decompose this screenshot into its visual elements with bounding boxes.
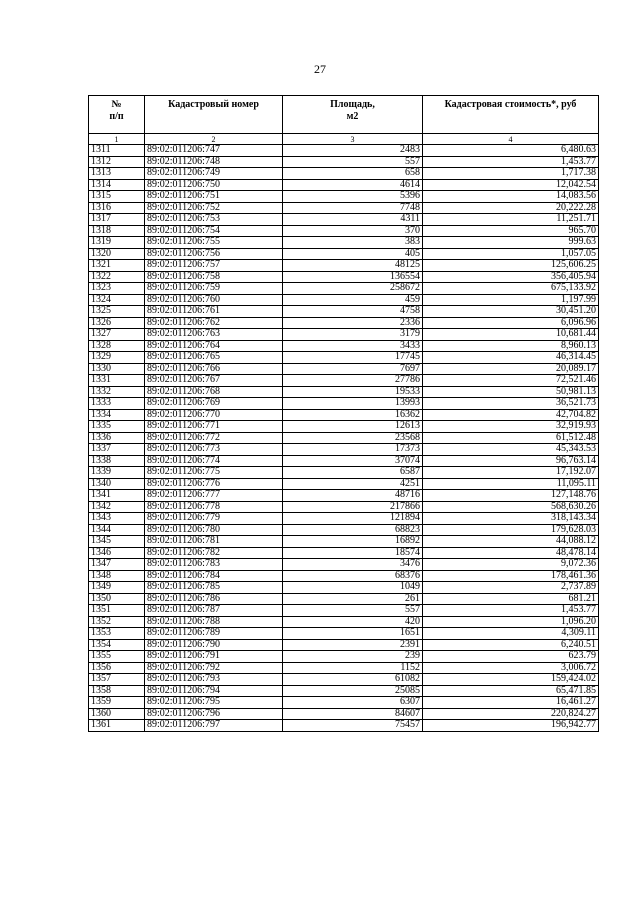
cadastral-number: 89:02:011206:780 xyxy=(145,524,283,536)
table-row xyxy=(89,651,599,663)
table-row xyxy=(89,283,599,295)
cost-value: 356,405.94 xyxy=(423,271,599,283)
row-number: 1359 xyxy=(89,697,145,709)
cost-value: 6,096.96 xyxy=(423,317,599,329)
row-number: 1341 xyxy=(89,490,145,502)
table-row xyxy=(89,306,599,318)
cadastral-number: 89:02:011206:793 xyxy=(145,674,283,686)
cadastral-number: 89:02:011206:795 xyxy=(145,697,283,709)
cadastral-number: 89:02:011206:759 xyxy=(145,283,283,295)
row-number: 1351 xyxy=(89,605,145,617)
cadastral-number: 89:02:011206:773 xyxy=(145,444,283,456)
cadastral-number: 89:02:011206:754 xyxy=(145,225,283,237)
table-row xyxy=(89,536,599,548)
table-row xyxy=(89,685,599,697)
area-value: 61082 xyxy=(283,674,423,686)
table-row xyxy=(89,145,599,157)
area-value: 18574 xyxy=(283,547,423,559)
table-row xyxy=(89,605,599,617)
cadastral-number: 89:02:011206:769 xyxy=(145,398,283,410)
table-row xyxy=(89,628,599,640)
table-row xyxy=(89,260,599,272)
area-value: 557 xyxy=(283,156,423,168)
table-row xyxy=(89,421,599,433)
cost-value: 125,606.25 xyxy=(423,260,599,272)
area-value: 2391 xyxy=(283,639,423,651)
row-number: 1319 xyxy=(89,237,145,249)
table-row xyxy=(89,616,599,628)
row-number: 1324 xyxy=(89,294,145,306)
cadastral-number: 89:02:011206:749 xyxy=(145,168,283,180)
cadastral-number: 89:02:011206:761 xyxy=(145,306,283,318)
cost-value: 17,192.07 xyxy=(423,467,599,479)
table-row xyxy=(89,467,599,479)
area-value: 16892 xyxy=(283,536,423,548)
cadastral-number: 89:02:011206:748 xyxy=(145,156,283,168)
table-row xyxy=(89,524,599,536)
row-number: 1318 xyxy=(89,225,145,237)
cost-value: 14,083.56 xyxy=(423,191,599,203)
row-number: 1320 xyxy=(89,248,145,260)
cadastral-number: 89:02:011206:783 xyxy=(145,559,283,571)
table-row xyxy=(89,409,599,421)
cost-value: 2,737.89 xyxy=(423,582,599,594)
cadastral-number: 89:02:011206:784 xyxy=(145,570,283,582)
row-number: 1347 xyxy=(89,559,145,571)
cadastral-number: 89:02:011206:779 xyxy=(145,513,283,525)
row-number: 1338 xyxy=(89,455,145,467)
table-row xyxy=(89,455,599,467)
cadastral-number: 89:02:011206:785 xyxy=(145,582,283,594)
table-row xyxy=(89,237,599,249)
area-value: 4614 xyxy=(283,179,423,191)
row-number: 1332 xyxy=(89,386,145,398)
cadastral-number: 89:02:011206:782 xyxy=(145,547,283,559)
cost-value: 1,453.77 xyxy=(423,156,599,168)
cost-value: 127,148.76 xyxy=(423,490,599,502)
row-number: 1322 xyxy=(89,271,145,283)
area-value: 12613 xyxy=(283,421,423,433)
row-number: 1328 xyxy=(89,340,145,352)
cost-value: 1,453.77 xyxy=(423,605,599,617)
column-number: 4 xyxy=(423,134,599,145)
row-number: 1342 xyxy=(89,501,145,513)
area-value: 17373 xyxy=(283,444,423,456)
row-number: 1348 xyxy=(89,570,145,582)
row-number: 1325 xyxy=(89,306,145,318)
table-body xyxy=(89,145,599,732)
column-number: 1 xyxy=(89,134,145,145)
table-row xyxy=(89,720,599,732)
cadastral-number: 89:02:011206:753 xyxy=(145,214,283,226)
area-value: 5396 xyxy=(283,191,423,203)
cadastral-number: 89:02:011206:787 xyxy=(145,605,283,617)
cadastral-number: 89:02:011206:797 xyxy=(145,720,283,732)
cost-value: 4,309.11 xyxy=(423,628,599,640)
cost-value: 12,042.54 xyxy=(423,179,599,191)
cadastral-number: 89:02:011206:788 xyxy=(145,616,283,628)
row-number: 1329 xyxy=(89,352,145,364)
area-value: 19533 xyxy=(283,386,423,398)
row-number: 1311 xyxy=(89,145,145,157)
table-row xyxy=(89,214,599,226)
cadastral-number: 89:02:011206:750 xyxy=(145,179,283,191)
area-value: 557 xyxy=(283,605,423,617)
header-area: Площадь, м2 xyxy=(283,96,423,134)
cadastral-number: 89:02:011206:770 xyxy=(145,409,283,421)
area-value: 1152 xyxy=(283,662,423,674)
area-value: 16362 xyxy=(283,409,423,421)
area-value: 48125 xyxy=(283,260,423,272)
cost-value: 3,006.72 xyxy=(423,662,599,674)
row-number: 1335 xyxy=(89,421,145,433)
cost-value: 6,240.51 xyxy=(423,639,599,651)
cost-value: 8,960.13 xyxy=(423,340,599,352)
cadastral-number: 89:02:011206:796 xyxy=(145,708,283,720)
area-value: 37074 xyxy=(283,455,423,467)
table-row xyxy=(89,547,599,559)
table-row xyxy=(89,501,599,513)
table-row xyxy=(89,662,599,674)
cost-value: 965.70 xyxy=(423,225,599,237)
cost-value: 61,512.48 xyxy=(423,432,599,444)
row-number: 1333 xyxy=(89,398,145,410)
row-number: 1356 xyxy=(89,662,145,674)
cadastral-number: 89:02:011206:755 xyxy=(145,237,283,249)
area-value: 3433 xyxy=(283,340,423,352)
table-row xyxy=(89,248,599,260)
cadastral-number: 89:02:011206:781 xyxy=(145,536,283,548)
column-number-row xyxy=(89,134,599,145)
page-number: 27 xyxy=(314,62,326,76)
cost-value: 65,471.85 xyxy=(423,685,599,697)
row-number: 1334 xyxy=(89,409,145,421)
area-value: 23568 xyxy=(283,432,423,444)
row-number: 1361 xyxy=(89,720,145,732)
cadastral-number: 89:02:011206:791 xyxy=(145,651,283,663)
cadastral-number: 89:02:011206:774 xyxy=(145,455,283,467)
cadastral-number: 89:02:011206:762 xyxy=(145,317,283,329)
cadastral-number: 89:02:011206:778 xyxy=(145,501,283,513)
row-number: 1331 xyxy=(89,375,145,387)
row-number: 1313 xyxy=(89,168,145,180)
area-value: 4251 xyxy=(283,478,423,490)
table-row xyxy=(89,363,599,375)
table-row xyxy=(89,179,599,191)
cadastral-number: 89:02:011206:771 xyxy=(145,421,283,433)
table-row xyxy=(89,317,599,329)
row-number: 1345 xyxy=(89,536,145,548)
area-value: 17745 xyxy=(283,352,423,364)
cadastral-number: 89:02:011206:765 xyxy=(145,352,283,364)
cost-value: 1,717.38 xyxy=(423,168,599,180)
area-value: 6307 xyxy=(283,697,423,709)
row-number: 1330 xyxy=(89,363,145,375)
cost-value: 9,072.36 xyxy=(423,559,599,571)
table-row xyxy=(89,329,599,341)
area-value: 136554 xyxy=(283,271,423,283)
row-number: 1339 xyxy=(89,467,145,479)
cost-value: 16,461.27 xyxy=(423,697,599,709)
area-value: 405 xyxy=(283,248,423,260)
cost-value: 44,088.12 xyxy=(423,536,599,548)
cadastral-number: 89:02:011206:789 xyxy=(145,628,283,640)
cost-value: 179,628.03 xyxy=(423,524,599,536)
row-number: 1314 xyxy=(89,179,145,191)
area-value: 4311 xyxy=(283,214,423,226)
area-value: 420 xyxy=(283,616,423,628)
area-value: 4758 xyxy=(283,306,423,318)
cost-value: 50,981.13 xyxy=(423,386,599,398)
area-value: 239 xyxy=(283,651,423,663)
cost-value: 1,197.99 xyxy=(423,294,599,306)
cadastral-table xyxy=(88,95,599,732)
column-number: 2 xyxy=(145,134,283,145)
area-value: 48716 xyxy=(283,490,423,502)
header-cadastral-cost: Кадастровая стоимость*, руб xyxy=(423,96,599,134)
table-row xyxy=(89,168,599,180)
header-row xyxy=(89,96,599,134)
area-value: 13993 xyxy=(283,398,423,410)
area-value: 75457 xyxy=(283,720,423,732)
row-number: 1352 xyxy=(89,616,145,628)
row-number: 1321 xyxy=(89,260,145,272)
cost-value: 36,521.73 xyxy=(423,398,599,410)
cadastral-number: 89:02:011206:752 xyxy=(145,202,283,214)
cost-value: 623.79 xyxy=(423,651,599,663)
area-value: 6587 xyxy=(283,467,423,479)
area-value: 68823 xyxy=(283,524,423,536)
row-number: 1326 xyxy=(89,317,145,329)
table-row xyxy=(89,386,599,398)
table-row xyxy=(89,478,599,490)
cost-value: 72,521.46 xyxy=(423,375,599,387)
area-value: 658 xyxy=(283,168,423,180)
cost-value: 46,314.45 xyxy=(423,352,599,364)
cost-value: 48,478.14 xyxy=(423,547,599,559)
row-number: 1350 xyxy=(89,593,145,605)
column-number: 3 xyxy=(283,134,423,145)
cost-value: 178,461.36 xyxy=(423,570,599,582)
cadastral-number: 89:02:011206:768 xyxy=(145,386,283,398)
row-number: 1354 xyxy=(89,639,145,651)
table-row xyxy=(89,639,599,651)
cost-value: 1,096.20 xyxy=(423,616,599,628)
cadastral-number: 89:02:011206:777 xyxy=(145,490,283,502)
cost-value: 45,343.53 xyxy=(423,444,599,456)
table-header xyxy=(89,96,599,145)
row-number: 1357 xyxy=(89,674,145,686)
table-row xyxy=(89,352,599,364)
table-row xyxy=(89,559,599,571)
cost-value: 159,424.02 xyxy=(423,674,599,686)
cost-value: 220,824.27 xyxy=(423,708,599,720)
cost-value: 568,630.26 xyxy=(423,501,599,513)
cadastral-number: 89:02:011206:767 xyxy=(145,375,283,387)
cadastral-number: 89:02:011206:790 xyxy=(145,639,283,651)
table-row xyxy=(89,225,599,237)
table-row xyxy=(89,570,599,582)
header-number: № п/п xyxy=(89,96,145,134)
cadastral-number: 89:02:011206:760 xyxy=(145,294,283,306)
area-value: 2483 xyxy=(283,145,423,157)
cost-value: 6,480.63 xyxy=(423,145,599,157)
area-value: 217866 xyxy=(283,501,423,513)
row-number: 1312 xyxy=(89,156,145,168)
area-value: 370 xyxy=(283,225,423,237)
area-value: 121894 xyxy=(283,513,423,525)
cadastral-number: 89:02:011206:747 xyxy=(145,145,283,157)
table-row xyxy=(89,156,599,168)
table-row xyxy=(89,398,599,410)
area-value: 25085 xyxy=(283,685,423,697)
area-value: 383 xyxy=(283,237,423,249)
row-number: 1346 xyxy=(89,547,145,559)
row-number: 1360 xyxy=(89,708,145,720)
table-row xyxy=(89,444,599,456)
cost-value: 42,704.82 xyxy=(423,409,599,421)
cadastral-number: 89:02:011206:764 xyxy=(145,340,283,352)
area-value: 7697 xyxy=(283,363,423,375)
row-number: 1358 xyxy=(89,685,145,697)
cadastral-number: 89:02:011206:794 xyxy=(145,685,283,697)
row-number: 1315 xyxy=(89,191,145,203)
cost-value: 20,222.28 xyxy=(423,202,599,214)
header-cadastral-number: Кадастровый номер xyxy=(145,96,283,134)
table-row xyxy=(89,340,599,352)
area-value: 1049 xyxy=(283,582,423,594)
cost-value: 32,919.93 xyxy=(423,421,599,433)
table-row xyxy=(89,271,599,283)
row-number: 1349 xyxy=(89,582,145,594)
cost-value: 30,451.20 xyxy=(423,306,599,318)
cadastral-number: 89:02:011206:766 xyxy=(145,363,283,375)
row-number: 1316 xyxy=(89,202,145,214)
cadastral-number: 89:02:011206:776 xyxy=(145,478,283,490)
cadastral-number: 89:02:011206:792 xyxy=(145,662,283,674)
row-number: 1343 xyxy=(89,513,145,525)
cadastral-number: 89:02:011206:758 xyxy=(145,271,283,283)
row-number: 1327 xyxy=(89,329,145,341)
cost-value: 681.21 xyxy=(423,593,599,605)
table-row xyxy=(89,708,599,720)
cost-value: 11,095.11 xyxy=(423,478,599,490)
area-value: 261 xyxy=(283,593,423,605)
area-value: 68376 xyxy=(283,570,423,582)
area-value: 27786 xyxy=(283,375,423,387)
table-row xyxy=(89,593,599,605)
cadastral-number: 89:02:011206:763 xyxy=(145,329,283,341)
area-value: 7748 xyxy=(283,202,423,214)
cadastral-number: 89:02:011206:786 xyxy=(145,593,283,605)
table-row xyxy=(89,582,599,594)
table-row xyxy=(89,674,599,686)
row-number: 1344 xyxy=(89,524,145,536)
row-number: 1340 xyxy=(89,478,145,490)
table-row xyxy=(89,490,599,502)
area-value: 258672 xyxy=(283,283,423,295)
cost-value: 11,251.71 xyxy=(423,214,599,226)
cadastral-number: 89:02:011206:772 xyxy=(145,432,283,444)
row-number: 1355 xyxy=(89,651,145,663)
cost-value: 999.63 xyxy=(423,237,599,249)
table-row xyxy=(89,202,599,214)
table-row xyxy=(89,513,599,525)
cost-value: 10,681.44 xyxy=(423,329,599,341)
cost-value: 96,763.14 xyxy=(423,455,599,467)
cost-value: 196,942.77 xyxy=(423,720,599,732)
area-value: 3179 xyxy=(283,329,423,341)
table-row xyxy=(89,294,599,306)
row-number: 1317 xyxy=(89,214,145,226)
area-value: 1651 xyxy=(283,628,423,640)
area-value: 459 xyxy=(283,294,423,306)
row-number: 1323 xyxy=(89,283,145,295)
area-value: 84607 xyxy=(283,708,423,720)
table-row xyxy=(89,375,599,387)
table-row xyxy=(89,697,599,709)
row-number: 1336 xyxy=(89,432,145,444)
row-number: 1353 xyxy=(89,628,145,640)
table-row xyxy=(89,432,599,444)
cadastral-number: 89:02:011206:775 xyxy=(145,467,283,479)
table-row xyxy=(89,191,599,203)
cost-value: 1,057.05 xyxy=(423,248,599,260)
cadastral-number: 89:02:011206:756 xyxy=(145,248,283,260)
row-number: 1337 xyxy=(89,444,145,456)
cadastral-number: 89:02:011206:757 xyxy=(145,260,283,272)
cost-value: 20,089.17 xyxy=(423,363,599,375)
cadastral-number: 89:02:011206:751 xyxy=(145,191,283,203)
area-value: 3476 xyxy=(283,559,423,571)
area-value: 2336 xyxy=(283,317,423,329)
cost-value: 318,143.34 xyxy=(423,513,599,525)
cost-value: 675,133.92 xyxy=(423,283,599,295)
